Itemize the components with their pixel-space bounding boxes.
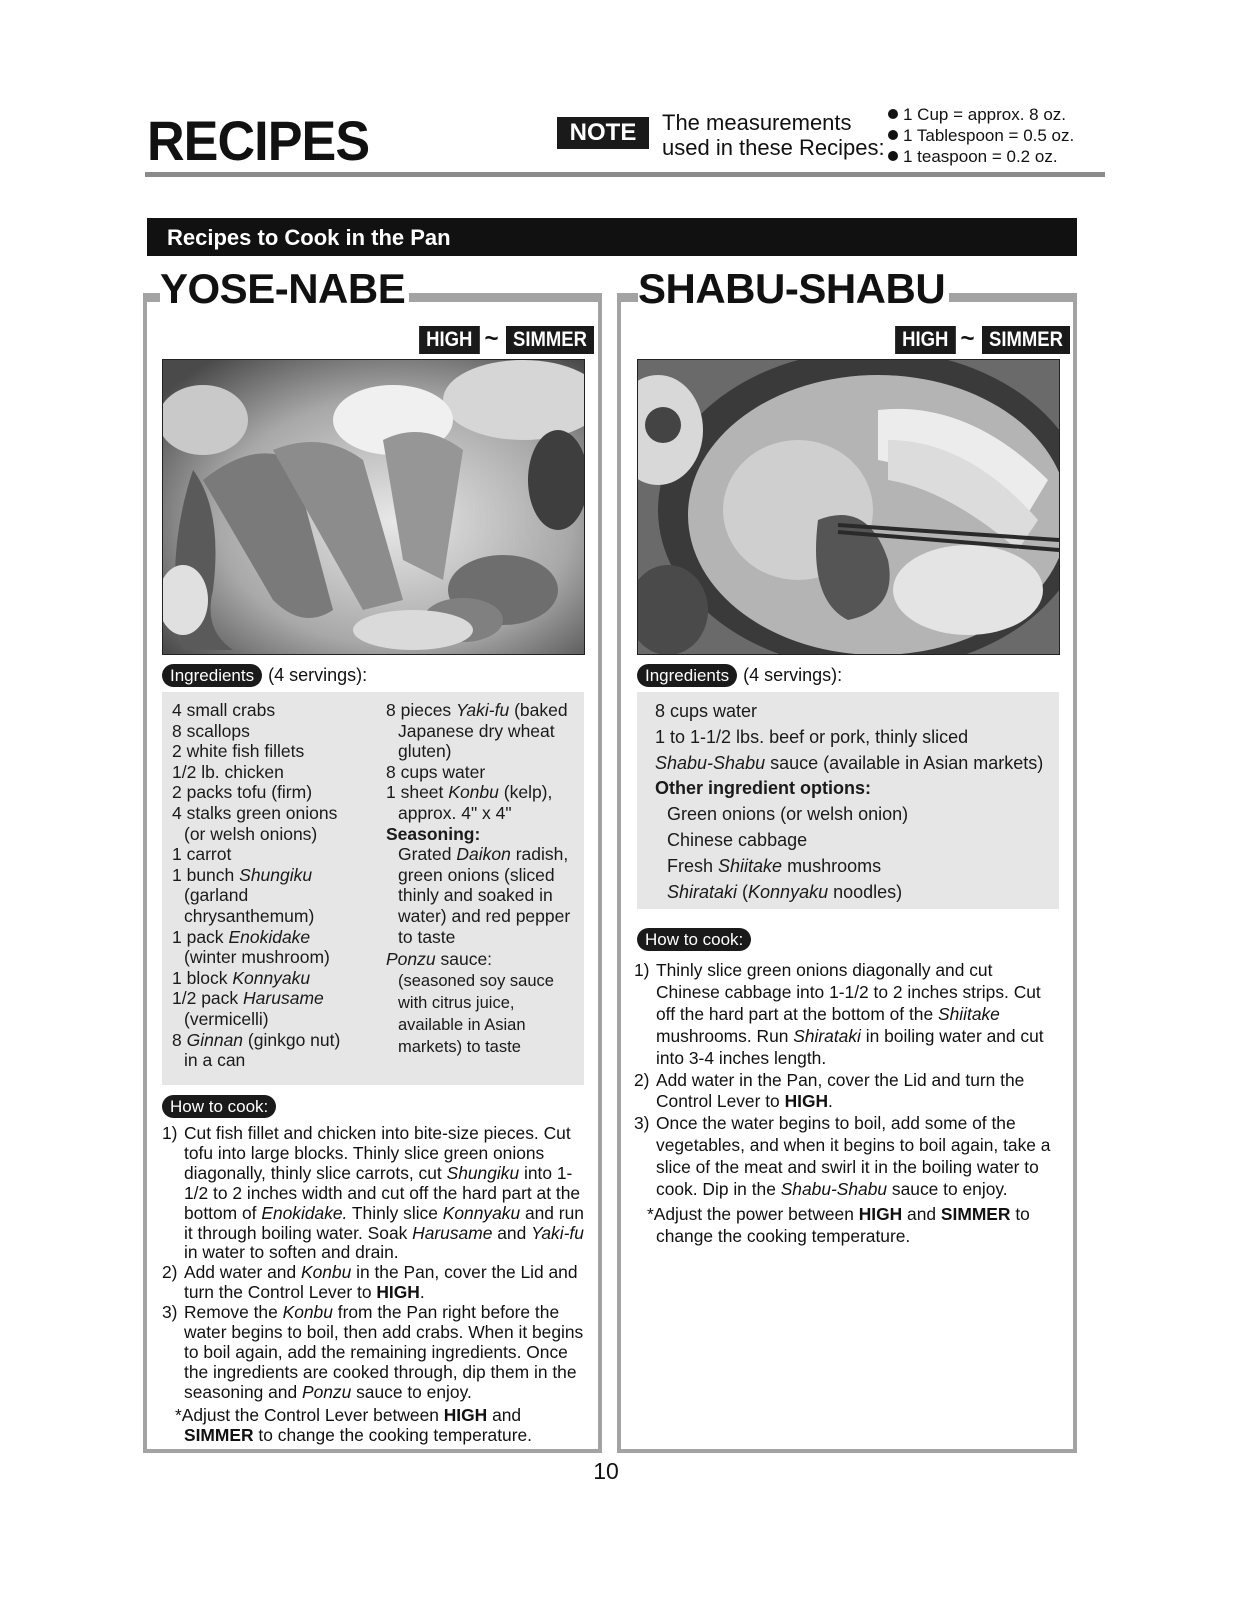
page-number: 10: [593, 1458, 619, 1484]
ingredient-item: 1 to 1-1/2 lbs. beef or pork, thinly sliced: [655, 726, 969, 747]
ingredient-item: 8 scallops: [172, 720, 250, 741]
ingredients-column-1: [172, 700, 377, 1071]
option-item: Fresh Shiitake mushrooms: [667, 855, 882, 876]
measure-teaspoon: 1 teaspoon = 0.2 oz.: [888, 146, 1074, 167]
step-2: 2) Add water in the Pan, cover the Lid and turn the Control Lever to HIGH.: [634, 1069, 1025, 1112]
ingredient-note: Japanese dry wheat: [398, 720, 555, 741]
ingredients-list: [655, 699, 1055, 905]
ingredient-note: approx. 4" x 4": [398, 802, 512, 823]
ingredients-label: Ingredients: [637, 664, 737, 687]
ingredient-note: gluten): [398, 741, 452, 762]
ponzu-line: (seasoned soy sauce: [398, 971, 554, 990]
ingredient-item: Shabu-Shabu sauce (available in Asian markets): [655, 752, 1044, 773]
note-line-1: The measurements: [662, 110, 852, 135]
seasoning-line: green onions (sliced: [398, 864, 555, 885]
ponzu-heading: Ponzu sauce:: [386, 949, 493, 970]
option-item: Chinese cabbage: [667, 829, 808, 850]
bullet-icon: [888, 109, 898, 119]
ingredient-note: (garland: [184, 885, 249, 906]
shabu-shabu-heat-setting: [891, 325, 1076, 353]
ponzu-line: available in Asian: [398, 1015, 526, 1034]
ingredient-note: in a can: [184, 1050, 246, 1071]
ingredient-item: 1/2 pack Harusame: [172, 988, 324, 1009]
measure-cup: 1 Cup = approx. 8 oz.: [888, 104, 1074, 125]
yose-nabe-ingredients-box: [162, 692, 584, 1085]
measurement-note: [662, 110, 885, 160]
ingredient-item: 1 bunch Shungiku: [172, 864, 313, 885]
heat-range-separator: ~: [484, 325, 499, 352]
seasoning-line: Grated Daikon radish,: [398, 844, 569, 865]
seasoning-line: water) and red pepper: [398, 905, 571, 926]
ingredients-label: Ingredients: [162, 664, 262, 687]
yose-nabe-ingredients-heading: [162, 663, 367, 687]
seasoning-line: to taste: [398, 926, 456, 947]
ingredient-item: 2 white fish fillets: [172, 741, 305, 762]
step-3: 3) Once the water begins to boil, add some of the vegetables, and when it begins to boil again, take a slice of the meat and swirl it in the boiling water to cook. Dip in the Shabu-Shabu sauce to enjoy.: [634, 1113, 1051, 1200]
howto-label: How to cook:: [162, 1095, 276, 1118]
seasoning-line: thinly and soaked in: [398, 885, 553, 906]
servings: (4 servings):: [268, 665, 368, 685]
heat-simmer-badge: SIMMER: [982, 326, 1070, 354]
ingredient-item: 1 sheet Konbu (kelp),: [386, 782, 553, 803]
ingredient-item: 8 cups water: [386, 761, 486, 782]
yose-nabe-photo: [162, 359, 585, 655]
yose-nabe-title: YOSE-NABE: [160, 266, 409, 312]
ingredient-item: 4 stalks green onions: [172, 802, 338, 823]
ingredients-column-2: [386, 700, 582, 1058]
step-1: 1) Thinly slice green onions diagonally and cut Chinese cabbage into 1-1/2 to 2 inches strips. Cut off the hard part at the bottom of the Shiitake mushrooms. Run Shirataki in boiling water and cut into 3-4 inches length.: [634, 960, 1044, 1068]
header-divider: [145, 172, 1105, 177]
ingredient-item: 2 packs tofu (firm): [172, 782, 313, 803]
ingredient-item: 1 block Konnyaku: [172, 967, 311, 988]
step-2: 2) Add water and Konbu in the Pan, cover the Lid and turn the Control Lever to HIGH.: [162, 1262, 578, 1303]
heat-high-badge: HIGH: [419, 326, 479, 354]
step-1: 1) Cut fish fillet and chicken into bite-size pieces. Cut tofu into large blocks. Thinly slice green onions diagonally, thinly slice carrots, cut Shungiku into 1-1/2 to 2 inches width and cut off the hard part at the bottom of Enokidake. Thinly slice Konnyaku and run it through boiling water. Soak Harusame and Yaki-fu in water to soften and drain.: [162, 1123, 584, 1263]
note-badge: NOTE: [557, 117, 649, 149]
ingredient-item: 1 pack Enokidake: [172, 926, 311, 947]
ingredient-note: (winter mushroom): [184, 947, 330, 968]
ingredient-item: 8 Ginnan (ginkgo nut): [172, 1029, 341, 1050]
servings: (4 servings):: [743, 665, 843, 685]
heat-range-separator: ~: [960, 325, 975, 352]
ingredient-item: 1 carrot: [172, 844, 232, 865]
shabu-shabu-howto-heading: [637, 927, 757, 951]
heat-high-badge: HIGH: [895, 326, 955, 354]
step-3: 3) Remove the Konbu from the Pan right before the water begins to boil, then add crabs. When it begins to boil again, add the remaining ingredients. Once the ingredients are cooked through, dip them in the seasoning and Ponzu sauce to enjoy.: [162, 1302, 584, 1402]
adjust-note: *Adjust the Control Lever between HIGH and SIMMER to change the cooking temperature.: [175, 1404, 533, 1445]
page-title: RECIPES: [147, 109, 370, 172]
ingredient-note: (vermicelli): [184, 1008, 269, 1029]
ponzu-line: with citrus juice,: [398, 993, 515, 1012]
option-item: Green onions (or welsh onion): [667, 804, 909, 825]
ponzu-line: markets) to taste: [398, 1037, 521, 1056]
heat-simmer-badge: SIMMER: [506, 326, 594, 354]
measure-tablespoon: 1 Tablespoon = 0.5 oz.: [888, 125, 1074, 146]
shabu-shabu-ingredients-box: [637, 692, 1059, 909]
shabu-shabu-steps: [634, 960, 1059, 1248]
ingredient-item: 1/2 lb. chicken: [172, 761, 284, 782]
note-line-2: used in these Recipes:: [662, 135, 885, 160]
ingredient-item: 8 pieces Yaki-fu (baked: [386, 700, 568, 720]
bullet-icon: [888, 130, 898, 140]
options-heading: Other ingredient options:: [655, 778, 871, 799]
shabu-shabu-ingredients-heading: [637, 663, 842, 687]
shabu-shabu-title: SHABU-SHABU: [638, 266, 949, 312]
adjust-note: *Adjust the power between HIGH and SIMMER to change the cooking temperature.: [647, 1203, 1030, 1246]
measurement-list: [888, 104, 1074, 167]
ingredient-item: 4 small crabs: [172, 700, 276, 720]
ingredient-item: 8 cups water: [655, 701, 758, 721]
yose-nabe-heat-setting: [415, 325, 600, 353]
howto-label: How to cook:: [637, 928, 751, 951]
shabu-shabu-photo: [637, 359, 1060, 655]
bullet-icon: [888, 151, 898, 161]
ingredient-note: chrysanthemum): [184, 905, 315, 926]
yose-nabe-howto-heading: [162, 1094, 282, 1118]
ingredient-note: (or welsh onions): [184, 823, 318, 844]
seasoning-heading: Seasoning:: [386, 823, 481, 844]
option-item: Shirataki (Konnyaku noodles): [667, 881, 903, 902]
yose-nabe-steps: [162, 1124, 587, 1446]
section-title-bar: Recipes to Cook in the Pan: [147, 218, 1077, 256]
